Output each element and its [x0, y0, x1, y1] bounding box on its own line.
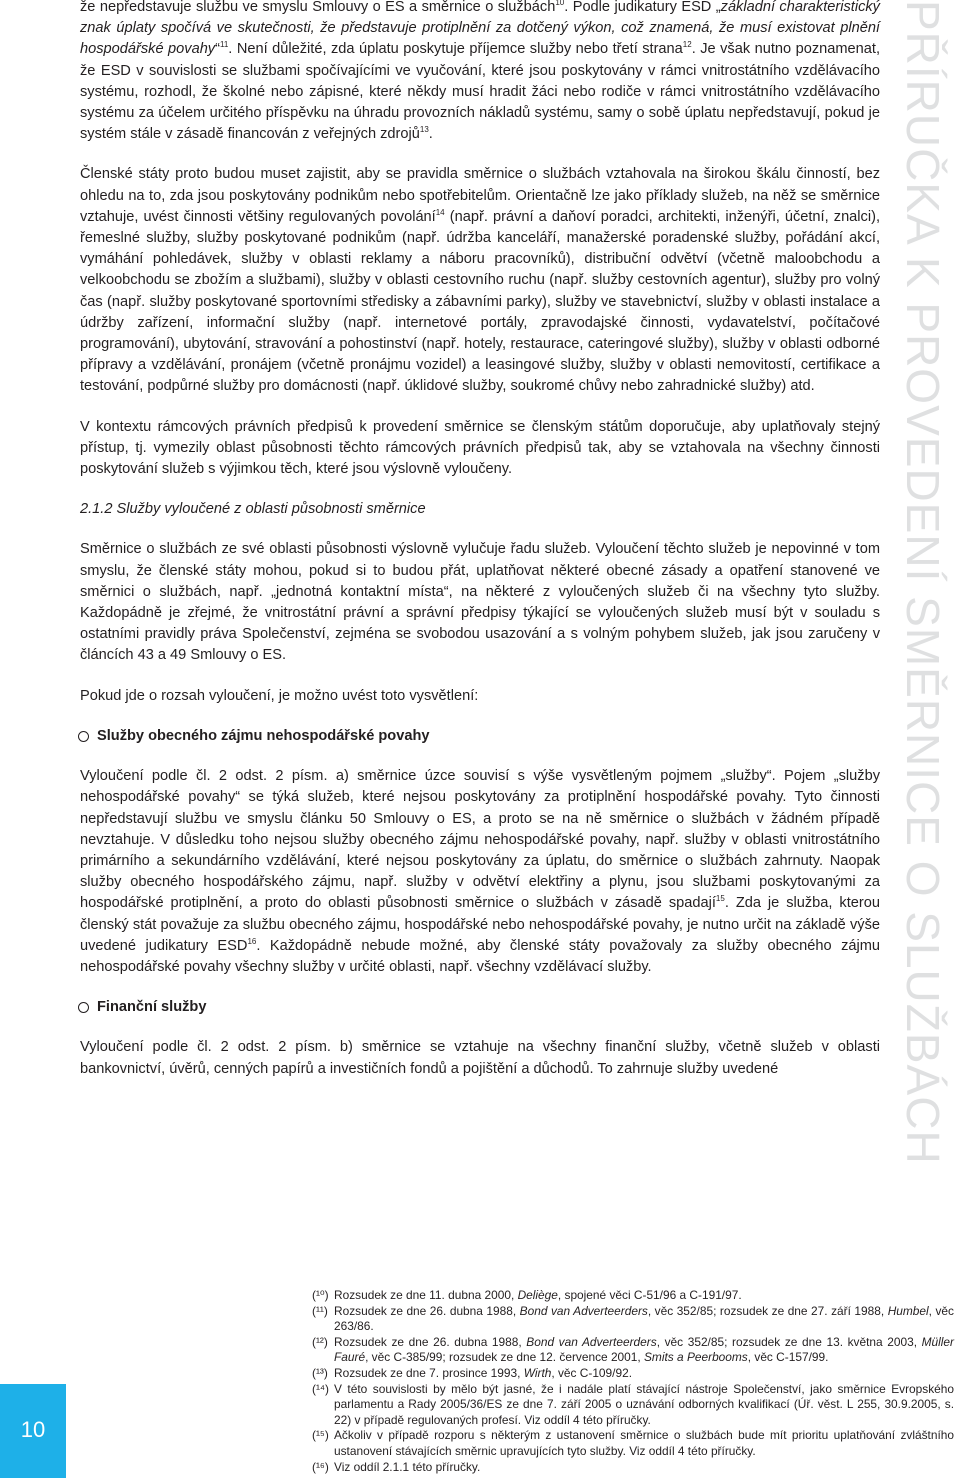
paragraph-3: V kontextu rámcových právních předpisů k provedení směrnice se členským státům doporučuje, aby uplatňovaly stejný přístup, tj. vymezily oblast působnosti těchto rámcových právních předpisů tak, aby se vztahovala na všechny činnosti poskytování služeb s výjimkou těch, které jsou výslovně vyloučeny.: [80, 418, 880, 478]
footnote-14: (¹⁴) V této souvislosti by mělo být jasné, že i nadále platí stávající nástroje Společenství, jako směrnice Evropského parlamentu a Rady 2005/36/ES ze dne 7. září 2005 o uznávání odborných kvalifikací (Úř. věst. L 255, 30.9.2005, s. 22) v případě regulovaných profesí. Viz oddíl 4 této příručky.: [312, 1381, 954, 1427]
side-title-text: PŘÍRUČKA K PROVEDENÍ SMĚRNICE O SLUŽBÁCH: [897, 0, 949, 1165]
footnote-10: (¹⁰) Rozsudek ze dne 11. dubna 2000, Deliège, spojené věci C-51/96 a C-191/97.: [312, 1288, 742, 1302]
paragraph-7: Vyloučení podle čl. 2 odst. 2 písm. b) směrnice se vztahuje na všechny finanční služby, včetně služeb v oblasti bankovnictví, úvěrů, cenných papírů a investičních fondů a pojištění a důchodů. To zahrnuje služby uvedené: [80, 1039, 880, 1077]
paragraph-1: že nepředstavuje službu ve smyslu Smlouvy o ES a směrnice o službách$^{10}$. Podle judikatury ESD „základní charakteristický znak úplaty spočívá ve skutečnosti, že představuje protiplnění za dotčený výkon, což znamená, že musí existovat plnění hospodářské povahy“$^{11}$. Není důležité, zda úplatu poskytuje příjemce služby nebo třetí strana$^{12}$. Je však nutno poznamenat, že ESD v souvislosti se službami spočívajícími ve vyučování, které jsou poskytovány v rámci vnitrostátního vzdělávacího systému, rozhodl, že školné nebo zápisné, které někdy musí hradit žáci nebo rodiče v rámci vnitrostátního vzdělávacího systému za účelem určitého příspěvku na úhradu provozních nákladů systému, samy o sobě úplatu nepředstavují, pokud je systém stále v zásadě financován z veřejných zdrojů$^{13}$.: [80, 0, 881, 143]
footnote-ref-16[interactable]: 16: [247, 936, 257, 946]
circle-bullet-icon: [78, 731, 89, 742]
footnote-ref-11[interactable]: 11: [219, 40, 229, 50]
footnote-ref-12[interactable]: 12: [682, 40, 692, 50]
footnote-ref-14[interactable]: 14: [435, 207, 445, 217]
paragraph-5: Pokud jde o rozsah vyloučení, je možno uvést toto vysvětlení:: [80, 687, 479, 704]
paragraph-6: Vyloučení podle čl. 2 odst. 2 písm. a) směrnice úzce souvisí s výše vysvětleným pojmem „služby“. Pojem „služby nehospodářské povahy“ se týká služeb, které nejsou poskytovány za protiplnění hospodářské povahy. Tyto činnosti nepředstavují službu ve smyslu článku 50 Smlouvy o ES, a proto se na ně směrnice o službách v žádném případě nevztahuje. V důsledku toho nejsou služby obecného zájmu nehospodářské povahy, např. služby v oblasti vnitrostátního primárního a sekundárního vzdělávání, které nejsou poskytovány za úplatu, do směrnice o službách zahrnuty. Naopak služby obecného hospodářského zájmu, např. služby v odvětví elektřiny a plynu, jsou službami poskytovanými za hospodářské protiplnění, a proto do oblasti působnosti směrnice o službách v zásadě spadají$^{15}$. Zda je služba, kterou členský stát považuje za službu obecného zájmu, hospodářské nebo nehospodářské povahy, je nutno určit na základě výše uvedené judikatury ESD$^{16}$. Každopádně nebude možné, aby členské státy považovaly za služby obecného zájmu nehospodářské povahy všechny služby v určité oblasti, např. všechny vzdělávací služby.: [80, 768, 880, 975]
side-title: [897, 0, 960, 1165]
footnotes: [312, 1288, 954, 1475]
footnote-ref-15[interactable]: 15: [715, 894, 725, 904]
footnote-11: (¹¹) Rozsudek ze dne 26. dubna 1988, Bond van Adverteerders, věc 352/85; rozsudek ze dne 27. září 1988, Humbel, věc 263/86.: [312, 1303, 954, 1334]
section-heading: 2.1.2 Služby vyloučené z oblasti působnosti směrnice: [80, 501, 426, 518]
circle-bullet-icon: [78, 1002, 89, 1013]
footnote-13: (¹³) Rozsudek ze dne 7. prosince 1993, Wirth, věc C-109/92.: [312, 1365, 632, 1380]
footnote-ref-13[interactable]: 13: [419, 125, 429, 135]
footnote-16: (¹⁶) Viz oddíl 2.1.1 této příručky.: [312, 1459, 481, 1474]
main-text: [80, 0, 880, 1080]
footnote-15: (¹⁵) Ačkoliv v případě rozporu s některým z ustanovení směrnice o službách bude mít prioritu uplatňování zvláštního ustanovení stávajících směrnic upravujících tyto služby. Viz oddíl 4 této příručky.: [312, 1428, 954, 1458]
footnote-ref-10[interactable]: 10: [555, 0, 565, 8]
bullet-heading-2: Finanční služby: [78, 997, 880, 1018]
bullet-heading-1: Služby obecného zájmu nehospodářské povahy: [78, 726, 880, 747]
paragraph-2: Členské státy proto budou muset zajistit, aby se pravidla směrnice o službách vztahovala na širokou škálu činností, bez ohledu na to, zda jsou poskytovány podnikům nebo spotřebitelům. Orientačně lze jako příklady služeb, na něž se směrnice vztahuje, uvést činnosti většiny regulovaných povolání$^{14}$ (např. právní a daňoví poradci, architekti, inženýři, účetní, znalci), řemeslné služby, služby poskytované podnikům (např. údržba kanceláří, manažerské poradenské služby, pořádání akcí, vymáhání pohledávek, služby v oblasti reklamy a náboru pracovníků), distribuční odvětví (včetně maloobchodu a velkoobchodu se zbožím a službami), služby v oblasti cestovního ruchu (např. služby cestovních agentur), služby pro volný čas (např. služby poskytované sportovními středisky a zábavními parky), služby ve stavebnictví, služby v oblasti instalace a údržby zařízení, informační služby (např. internetové portály, zpravodajské činnosti, vydavatelství, počítačové programování), ubytování, stravování a pohostinství (např. hotely, restaurace, cateringové služby), služby v oblasti odborné přípravy a vzdělávání, pronájem (včetně pronájmu vozidel) a leasingové služby, služby v oblasti nemovitostí, certifikace a testování, podpůrné služby pro domácnosti (např. úklidové služby, soukromé chůvy nebo zahradnické služby) atd.: [80, 166, 880, 395]
page-number-box: [0, 1384, 66, 1478]
page-number: 10: [20, 1417, 46, 1442]
paragraph-4: Směrnice o službách ze své oblasti působnosti výslovně vylučuje řadu služeb. Vyloučení těchto služeb je nepovinné v tom smyslu, že členské státy mohou, pokud si to budou přát, uplatňovat některé obecné zásady a opatření stanovené ve směrnici o službách, např. „jednotná kontaktní místa“, na některé z vyloučených služeb či na všechny tyto služby. Každopádně je zřejmé, že vnitrostátní právní a správní předpisy týkající se vyloučených služeb musí být v souladu s ostatními pravidly práva Společenství, zejména se svobodou usazování a s volným pohybem služeb, jak jsou zaručeny v článcích 43 a 49 Smlouvy o ES.: [80, 541, 880, 664]
footnote-12: (¹²) Rozsudek ze dne 26. dubna 1988, Bond van Adverteerders, věc 352/85; rozsudek ze dne 13. května 2003, Müller Fauré, věc C-385/99; rozsudek ze dne 12. července 2001, Smits a Peerbooms, věc C-157/99.: [312, 1334, 954, 1365]
